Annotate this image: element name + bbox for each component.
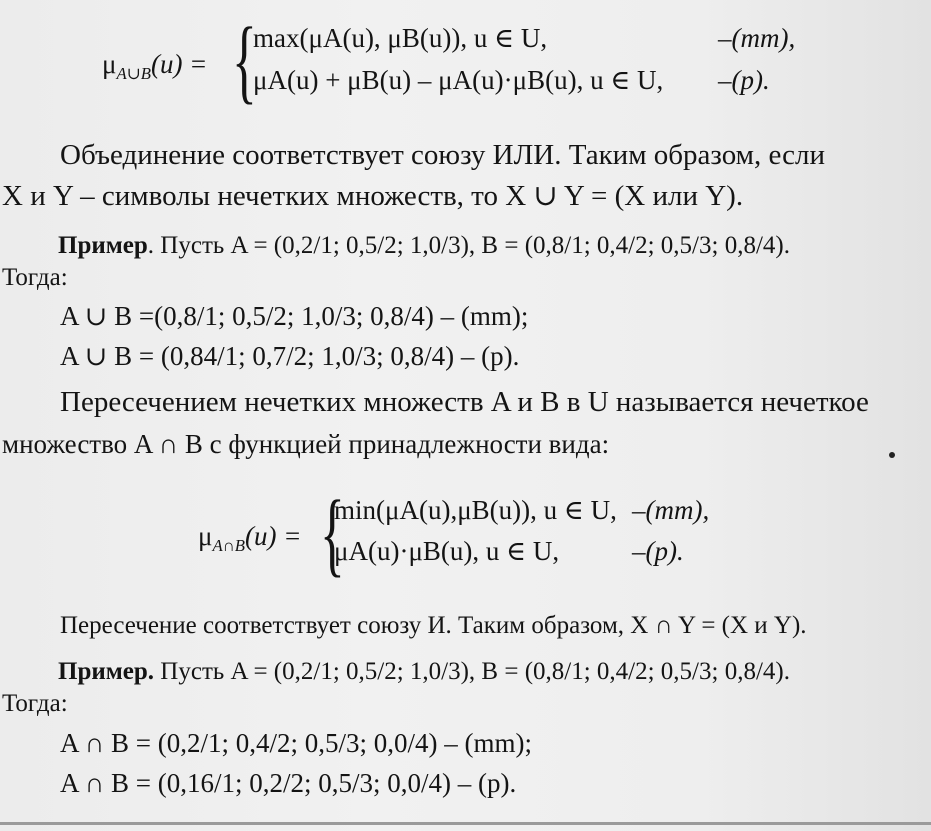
union-formula-brace: { (232, 9, 257, 113)
example2-result-p: A ∩ B = (0,16/1; 0,2/2; 0,5/3; 0,0/4) – (p). (60, 768, 517, 798)
paragraph-union-line1: Объединение соответствует союзу ИЛИ. Таким образом, если (60, 139, 825, 171)
paragraph-union-line2: X и Y – символы нечетких множеств, то X ∪ Y = (X или Y). (2, 180, 744, 212)
intersection-formula-case2: μA(u)·μB(u), u ∈ U, (334, 536, 560, 566)
paragraph-intersection-conjunction: Пересечение соответствует союзу И. Таким образом, X ∩ Y = (X и Y). (60, 612, 807, 639)
intersection-formula-case1: min(μA(u),μB(u)), u ∈ U, (334, 495, 617, 525)
example2-label: Пример. (58, 658, 155, 685)
example2-then: Тогда: (2, 690, 68, 717)
paragraph-intersection-line1: Пересечением нечетких множеств A и B в U называется нечеткое (60, 386, 869, 418)
paragraph-intersection-line2: множество A ∩ B с функцией принадлежности вида: (2, 429, 610, 459)
example1-then: Тогда: (2, 264, 68, 291)
example2-line1: Пример. Пусть A = (0,2/1; 0,5/2; 1,0/3), B = (0,8/1; 0,4/2; 0,5/3; 0,8/4). (58, 658, 790, 685)
intersection-formula-case1-tag: –(mm), (632, 495, 710, 525)
union-formula-case1-tag: –(mm), (718, 23, 796, 53)
union-formula-lhs: $\mu_{A\cup B}(u)$ = (102, 49, 208, 84)
intersection-formula-case2-tag: –(p). (632, 536, 684, 566)
example1-label: Пример (58, 232, 148, 259)
intersection-formula-brace: { (320, 482, 345, 586)
example1-line1: Пример. Пусть A = (0,2/1; 0,5/2; 1,0/3), B = (0,8/1; 0,4/2; 0,5/3; 0,8/4). (58, 232, 790, 259)
scan-bottom-edge (0, 822, 931, 825)
intersection-formula-lhs: $\mu_{A\cap B}(u)$ = (198, 521, 302, 556)
example2-result-mm: A ∩ B = (0,2/1; 0,4/2; 0,5/3; 0,0/4) – (mm); (60, 728, 532, 758)
union-formula-case2-tag: –(p). (718, 65, 770, 95)
union-formula-case1: max(μA(u), μB(u)), u ∈ U, (253, 23, 548, 53)
union-formula-case2: μA(u) + μB(u) – μA(u)·μB(u), u ∈ U, (253, 65, 664, 95)
example1-result-mm: A ∪ B =(0,8/1; 0,5/2; 1,0/3; 0,8/4) – (mm); (60, 301, 529, 331)
example1-result-p: A ∪ B = (0,84/1; 0,7/2; 1,0/3; 0,8/4) – (p). (60, 341, 520, 371)
scan-speck (889, 452, 895, 458)
